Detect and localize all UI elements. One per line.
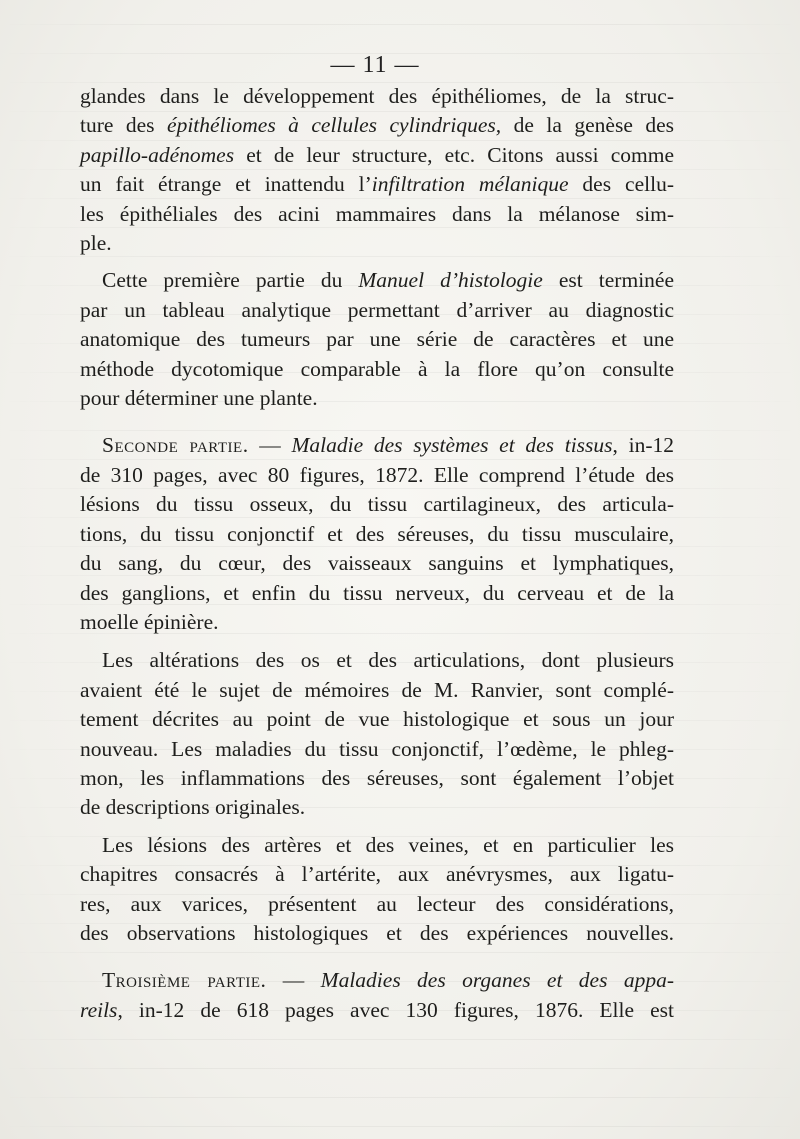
paragraph-3 bbox=[80, 431, 674, 637]
paragraph-2 bbox=[80, 266, 674, 413]
text-line bbox=[80, 111, 674, 140]
text-line: Les altérations des os et des articulations, dont plusieurs bbox=[102, 648, 674, 673]
text-run: un fait étrange et inattendu l’ bbox=[80, 172, 372, 197]
text-line: de 310 pages, avec 80 figures, 1872. Elle comprend l’étude des bbox=[80, 462, 674, 487]
text-line: par un tableau analytique permettant d’arriver au diagnostic bbox=[80, 297, 674, 322]
section-heading: Seconde partie. bbox=[102, 433, 249, 458]
text-line bbox=[80, 431, 674, 460]
text-line bbox=[80, 966, 674, 995]
text-line: Les lésions des artères et des veines, et en particulier les bbox=[102, 832, 674, 857]
text-run: — bbox=[266, 968, 321, 993]
text-line bbox=[80, 266, 674, 295]
text-run: — bbox=[248, 433, 292, 458]
text-line: du sang, du cœur, des vaisseaux sanguins et lymphatiques, bbox=[80, 551, 674, 576]
text-line bbox=[80, 141, 674, 170]
text-run: , in-12 de 618 pages avec 130 figures, 1876. Elle est bbox=[117, 997, 674, 1022]
text-line: chapitres consacrés à l’artérite, aux anévrysmes, aux ligatu- bbox=[80, 862, 674, 887]
text-run: Cette première partie du bbox=[102, 268, 359, 293]
text-line: glandes dans le développement des épithéliomes, de la struc- bbox=[80, 84, 674, 108]
italic-title: Maladies des organes et des appa- bbox=[320, 968, 674, 993]
body-text bbox=[80, 82, 674, 1025]
text-line: méthode dycotomique comparable à la flore qu’on consulte bbox=[80, 356, 674, 381]
paragraph-4 bbox=[80, 646, 674, 822]
text-run: des cellu- bbox=[568, 172, 674, 197]
paragraph-6 bbox=[80, 966, 674, 1025]
text-line bbox=[80, 996, 674, 1025]
text-run: de la genèse des bbox=[501, 113, 674, 138]
italic-title: Manuel d’histologie bbox=[358, 268, 543, 293]
text-line: avaient été le sujet de mémoires de M. Ranvier, sont complé- bbox=[80, 677, 674, 702]
paragraph-5 bbox=[80, 831, 674, 949]
paragraph-1 bbox=[80, 82, 674, 258]
text-run: ture des bbox=[80, 113, 168, 138]
italic-title: reils bbox=[80, 997, 118, 1022]
text-line bbox=[80, 170, 674, 199]
text-line: anatomique des tumeurs par une série de caractères et une bbox=[80, 327, 674, 352]
text-run: , in-12 bbox=[612, 433, 674, 458]
italic-title: épithéliomes à cellules cylindriques, bbox=[167, 113, 502, 138]
text-run: et de leur structure, etc. Citons aussi comme bbox=[234, 142, 674, 167]
text-line: tement décrites au point de vue histologique et sous un jour bbox=[80, 707, 674, 732]
text-line: lésions du tissu osseux, du tissu cartilagineux, des articula- bbox=[80, 492, 674, 517]
text-line: moelle épinière. bbox=[80, 609, 219, 634]
italic-title: papillo-adénomes bbox=[80, 142, 235, 167]
section-heading: Troisième partie. bbox=[102, 968, 267, 993]
text-line: des ganglions, et enfin du tissu nerveux, du cerveau et de la bbox=[80, 580, 674, 605]
page-number: — 11 — bbox=[330, 52, 420, 78]
text-line: ple. bbox=[80, 231, 112, 256]
text-line: pour déterminer une plante. bbox=[80, 386, 318, 411]
text-line: des observations histologiques et des expériences nouvelles. bbox=[80, 920, 674, 945]
text-line: de descriptions originales. bbox=[80, 795, 306, 820]
text-line: les épithéliales des acini mammaires dans la mélanose sim- bbox=[80, 201, 674, 226]
text-line: tions, du tissu conjonctif et des séreuses, du tissu musculaire, bbox=[80, 521, 674, 546]
text-line: nouveau. Les maladies du tissu conjonctif, l’œdème, le phleg- bbox=[80, 736, 674, 761]
italic-title: Maladie des systèmes et des tissus bbox=[291, 433, 613, 458]
text-run: est terminée bbox=[542, 268, 675, 293]
text-line: mon, les inflammations des séreuses, sont également l’objet bbox=[80, 765, 674, 790]
text-line: res, aux varices, présentent au lecteur des considérations, bbox=[80, 891, 674, 916]
italic-term: infiltration mélanique bbox=[371, 172, 569, 197]
